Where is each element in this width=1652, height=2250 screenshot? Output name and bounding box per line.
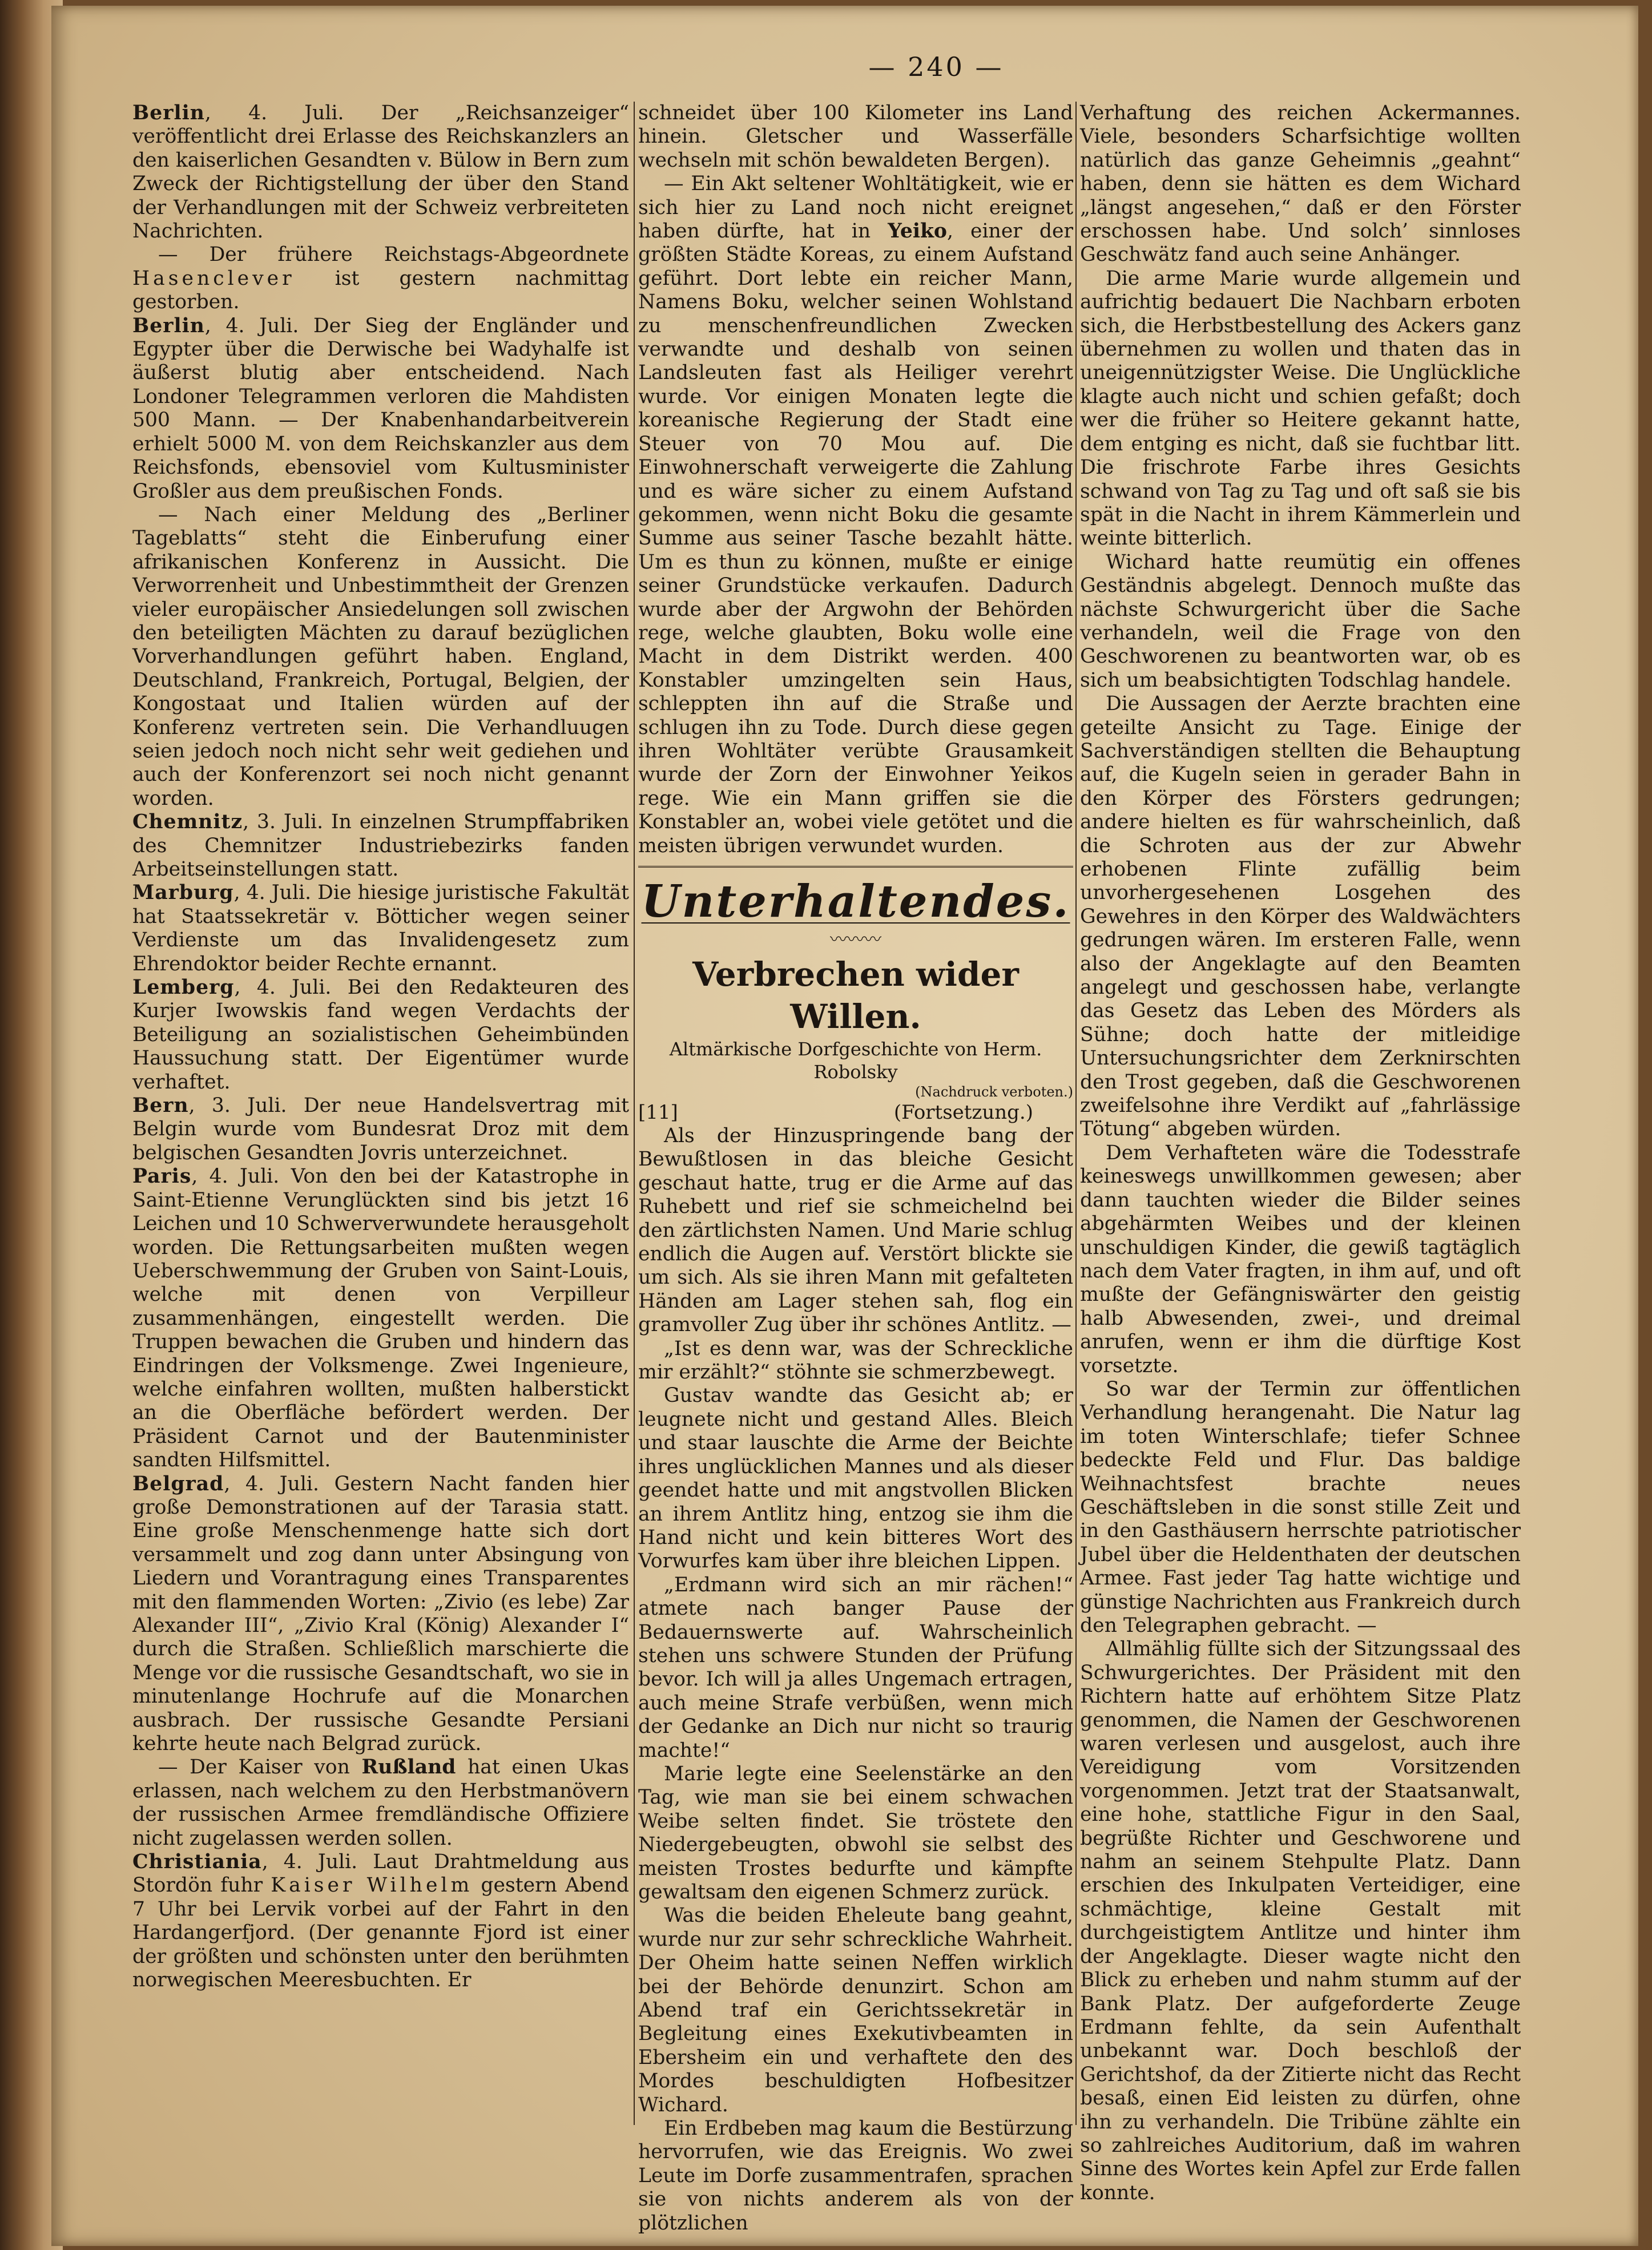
paragraph-text: , 4. Juli. Von den bei der Katastrophe in Saint-Etienne Verunglückten sind bis jetzt 16 Leichen und 10 Schwerverwundete herausgeholt worden. Die Rettungsarbeiten mußten wegen Ueberschwemmung der Gruben von Saint-Louis, welche mit denen von Verpilleur zusammenhängen, eingestellt werden. Die Truppen bewachen die Gruben und hindern das Eindringen der Volksmenge. Zwei Ingenieure, welche einfahren wollten, mußten halberstickt an die Oberfläche befördert werden. Der Präsident Carnot und der Bautenminister sandten Hilfsmittel. [132, 1165, 629, 1472]
paragraph-text: — Ein Akt seltener Wohltätigkeit, wie er sich hier zu Land noch nicht ereignet haben dürfte, hat in [638, 172, 1073, 243]
news-paragraph [638, 102, 1073, 172]
paragraph-text: , 4. Juli. Bei den Redakteuren des Kurjer Iwowskis fand wegen Verdachts der Beteiligung an sozialistischen Geheimbünden Haussuchung statt. Der Eigentümer wurde verhaftet. [132, 976, 629, 1094]
paragraph-text: gestern Abend 7 Uhr bei Lervik vorbei auf der Fahrt in den Hardangerfjord. (Der genannte Fjord ist einer der größten und schönsten unter den berühmten norwegischen Meeresbuchten. Er [132, 1874, 629, 1992]
story-paragraph: Was die beiden Eheleute bang geahnt, wurde nur zur sehr schreckliche Wahrheit. Der Oheim hatte seinen Neffen wirklich bei der Behörde denunzirt. Schon am Abend traf ein Gerichtssekretär in Begleitung eines Exekutivbeamten in Ebersheim ein und verhaftete den des Mordes beschuldigten Hofbesitzer Wichard. [638, 1904, 1073, 2116]
emphasized-name: Kaiser Wilhelm [271, 1874, 473, 1897]
story-title: Verbrechen wider Willen. [692, 955, 1019, 1036]
paragraph-text: — Nach einer Meldung des „Berliner Tageblatts“ steht die Einberufung einer afrikanischen Konferenz in Aussicht. Die Verworrenheit und Unbestimmtheit der Grenzen vieler europäischer Ansiedelungen soll zwischen den beteiligten Mächten zu darauf bezüglichen Vorverhandlungen geführt haben. England, Deutschland, Frankreich, Portugal, Belgien, der Kongostaat und Italien würden auf der Konferenz vertreten sein. Die Verhandluugen seien jedoch noch nicht sehr weit gediehen und auch der Konferenzort sei noch nicht genannt worden. [132, 503, 629, 810]
emphasized-name: Hasenclever [132, 267, 295, 290]
continuation-label: (Fortsetzung.) [893, 1101, 1033, 1124]
dateline-place: Berlin [132, 102, 205, 124]
feuilleton-section [638, 866, 1073, 2235]
news-paragraph [638, 172, 1073, 858]
news-paragraph [1080, 692, 1521, 1142]
paragraph-text: — Der Kaiser von [158, 1756, 362, 1779]
paragraph-text: , 4. Juli. Der „Reichsanzeiger“ veröffentlicht drei Erlasse des Reichskanzlers an den kaiserlichen Gesandten v. Bülow in Bern zum Zweck der Richtigstellung der über den Stand der Verhandlungen mit der Schweiz verbreiteten Nachrichten. [132, 102, 629, 243]
reprint-note: (Nachdruck verboten.) [915, 1084, 1073, 1100]
story-text [638, 1124, 1073, 2235]
news-paragraph [132, 881, 629, 976]
dateline-place: Lemberg [132, 976, 235, 999]
installment-number: [11] [638, 1101, 678, 1124]
paragraph-text: , 3. Juli. In einzelnen Strumpffabriken des Chemnitzer Industriebezirks fanden Arbeitseinstellungen statt. [132, 811, 629, 881]
news-column-middle-items [638, 102, 1073, 858]
emphasized-name: Yeiko [888, 220, 947, 243]
story-paragraph: Ein Erdbeben mag kaum die Bestürzung hervorrufen, wie das Ereignis. Wo zwei Leute im Dorfe zusammentrafen, sprachen sie von nichts anderem als von der plötzlichen [638, 2117, 1073, 2235]
column-rule [634, 102, 635, 2125]
dateline-place: Bern [132, 1094, 189, 1118]
section-title: Unterhaltendes. [641, 876, 1070, 928]
story-subtitle: Altmärkische Dorfgeschichte von Herm. Robolsky [669, 1038, 1042, 1083]
paragraph-text: Die arme Marie wurde allgemein und aufrichtig bedauert Die Nachbarn erboten sich, die Herbstbestellung des Ackers ganz übernehmen zu wollen und thaten das in uneigennützigster Weise. Die Unglückliche klagte auch nicht und schien gefaßt; doch wer die früher so Heitere gekannt hatte, dem entging es nicht, daß sie fuchtbar litt. Die frischrote Farbe ihres Gesichts schwand von Tag zu Tag und oft saß sie bis spät in die Nacht in ihrem Kämmerlein und weinte bitterlich. [1080, 267, 1521, 550]
emphasized-name: Rußland [361, 1756, 456, 1779]
paragraph-text: ist gestern nachmittag gestorben. [132, 267, 629, 314]
news-paragraph [132, 314, 629, 503]
paragraph-text: , 4. Juli. Gestern Nacht fanden hier große Demonstrationen auf der Tarasia statt. Eine große Menschenmenge hatte sich dort versammelt und zog dann unter Absingung von Liedern und Vorantragung eines Transparentes mit den flammenden Worten: „Zivio (es lebe) Zar Alexander III“, „Zivio Kral (König) Alexander I“ durch die Straßen. Schließlich marschierte die Menge vor die russische Gesandtschaft, wo sie in minutenlange Hochrufe auf die Monarchen ausbrach. Der russische Gesandte Persiani kehrte heute nach Belgrad zurück. [132, 1472, 629, 1756]
news-paragraph [132, 1094, 629, 1165]
page-number: — 240 — [868, 51, 1004, 82]
news-paragraph [1080, 551, 1521, 692]
paragraph-text: Allmählig füllte sich der Sitzungssaal des Schwurgerichtes. Der Präsident mit den Richtern hatte auf erhöhtem Sitze Platz genommen, die Namen der Geschworenen waren verlesen und ausgelost, auch ihre Vereidigung vom Vorsitzenden vorgenommen. Jetzt trat der Staatsanwalt, eine hohe, stattliche Figur in den Saal, begrüßte Richter und Geschworene und nahm an seinem Stehpulte Platz. Dann erschien des Inkulpaten Verteidiger, eine schmächtige, kleine Gestalt mit durchgeistigtem Antlitze und hinter ihm der Angeklagte. Dieser wagte nicht den Blick zu erheben und nahm stumm auf der Bank Platz. Der aufgeforderte Zeuge Erdmann fehlte, da sein Aufenthalt unbekannt war. Doch beschloß der Gerichtshof, da der Zitierte nicht das Recht besaß, einen Eid leisten zu dürfen, ohne ihn zu verhandeln. Die Tribüne zählte ein so zahlreiches Auditorium, daß im wahren Sinne des Wortes kein Apfel zur Erde fallen konnte. [1080, 1638, 1521, 2204]
news-paragraph [1080, 267, 1521, 551]
news-paragraph [132, 503, 629, 811]
story-paragraph: Marie legte eine Seelenstärke an den Tag, wie man sie bei einem schwachen Weibe selten findet. Sie tröstete den Niedergebeugten, obwohl sie selbst des meisten Trostes bedurfte und kämpfte gewaltsam den eigenen Schmerz zurück. [638, 1762, 1073, 1904]
story-paragraph: „Ist es denn war, was der Schreckliche mir erzählt?“ stöhnte sie schmerzbewegt. [638, 1337, 1073, 1384]
paragraph-text: , 3. Juli. Der neue Handelsvertrag mit Belgin wurde vom Bundesrat Droz mit dem belgischen Gesandten Jovris unterzeichnet. [132, 1094, 629, 1164]
dateline-place: Paris [132, 1165, 192, 1188]
paragraph-text: , 4. Juli. Laut Drahtmeldung aus Stordön fuhr [132, 1850, 629, 1897]
paragraph-text: Die Aussagen der Aerzte brachten eine geteilte Ansicht zu Tage. Einige der Sachverständigen stellten die Behauptung auf, die Kugeln seien in gerader Bahn in den Körper des Försters gedrungen; andere hielten es für wahrscheinlich, daß die Schroten aus der zur Abwehr erhobenen Flinte zufällig beim unvorhergesehenen Losgehen des Gewehres in den Körper des Waldwächters gedrungen wären. Im ersteren Falle, wenn also der Angeklagte auf den Beamten angelegt und geschossen habe, verlangte das Gesetz das Leben des Mörders als Sühne; doch hatte der mitleidige Untersuchungsrichter dem Zerknirschten den Trost gegeben, daß die Geschworenen zweifelsohne ihre Verdikt auf „fahrlässige Tötung“ abgeben würden. [1080, 692, 1521, 1141]
paragraph-text: So war der Termin zur öffentlichen Verhandlung herangenaht. Die Natur lag im toten Winterschlafe; tiefer Schnee bedeckte Feld und Flur. Das baldige Weihnachtsfest brachte neues Geschäftsleben in die sonst stille Zeit und in den Gasthäusern herrschte patriotischer Jubel über die Heldenthaten der deutschen Armee. Fast jeder Tag hatte wichtige und günstige Nachrichten aus Frankreich durch den Telegraphen gebracht. — [1080, 1377, 1521, 1637]
news-paragraph [132, 1165, 629, 1472]
news-paragraph [132, 1850, 629, 1992]
news-paragraph [132, 102, 629, 243]
story-column-right [1080, 102, 1521, 2205]
paragraph-text: — Der frühere Reichstags-Abgeordnete [158, 243, 629, 267]
column-rule [1075, 102, 1077, 2125]
paragraph-text: , 4. Juli. Der Sieg der Engländer und Egypter über die Derwische bei Wadyhalfe ist äußerst blutig aber entscheidend. Nach Londoner Telegrammen verloren die Mahdisten 500 Mann. — Der Knabenhandarbeitverein erhielt 5000 M. von dem Reichskanzler aus dem Reichsfonds, ebensoviel vom Kultusminister Großler aus dem preußischen Fonds. [132, 314, 629, 503]
news-paragraph [132, 976, 629, 1094]
news-paragraph [132, 1756, 629, 1850]
paragraph-text: Dem Verhafteten wäre die Todesstrafe keineswegs unwillkommen gewesen; aber dann tauchten wieder die Bilder seines abgehärmten Weibes und der kleinen unschuldigen Kinder, die gewiß tagtäglich nach dem Vater fragten, in ihm auf, und oft mußte der Gefängniswärter den geistig halb Abwesenden, zwei-, und dreimal anrufen, wenn er ihm die dürftige Kost vorsetzte. [1080, 1141, 1521, 1377]
story-paragraph: Gustav wandte das Gesicht ab; er leugnete nicht und gestand Alles. Bleich und staar lauschte die Arme der Beichte ihres unglücklichen Mannes und als dieser geendet hatte und mit angstvollen Blicken an ihrem Antlitz hing, entzog sie ihm die Hand nicht und kein bitteres Wort des Vorwurfes kam über ihre bleichen Lippen. [638, 1384, 1073, 1573]
paragraph-text: , 4. Juli. Die hiesige juristische Fakultät hat Staatssekretär v. Bötticher wegen seiner Verdienste um das Invalidengesetz zum Ehrendoktor beider Rechte ernannt. [132, 881, 629, 975]
news-column-left [132, 102, 629, 1993]
paragraph-text: Wichard hatte reumütig ein offenes Geständnis abgelegt. Dennoch mußte das nächste Schwurgericht über die Sache verhandeln, weil die Frage von den Geschworenen zu beantworten war, ob es sich um beabsichtigten Todschlag handele. [1080, 550, 1521, 692]
news-paragraph [1080, 1142, 1521, 1378]
paragraph-text: hat einen Ukas erlassen, nach welchem zu den Herbstmanövern der russischen Armee fremdländische Offiziere nicht zugelassen werden sollen. [132, 1756, 629, 1850]
news-paragraph [1080, 1638, 1521, 2205]
news-paragraph [132, 1473, 629, 1756]
news-paragraph [132, 243, 629, 314]
paragraph-text: schneidet über 100 Kilometer ins Land hinein. Gletscher und Wasserfälle wechseln mit schön bewaldeten Bergen). [638, 102, 1073, 172]
dateline-place: Belgrad [132, 1472, 224, 1495]
ornament-divider: 〰〰〰 [830, 930, 881, 950]
dateline-place: Marburg [132, 881, 234, 905]
installment-line [638, 1100, 1073, 1124]
news-paragraph [1080, 102, 1521, 267]
dateline-place: Chemnitz [132, 811, 243, 834]
news-paragraph [132, 811, 629, 881]
news-column-middle [638, 102, 1073, 2235]
paragraph-text: Verhaftung des reichen Ackermannes. Viele, besonders Scharfsichtige wollten natürlich das ganze Geheimnis „geahnt“ haben, denn sie hätten es dem Wichard „längst angesehen,“ daß er den Förster erschossen habe. Und solch’ sinnloses Geschwätz fand auch seine Anhänger. [1080, 102, 1521, 267]
story-paragraph: Als der Hinzuspringende bang der Bewußtlosen in das bleiche Gesicht geschaut hatte, trug er die Arme auf das Ruhebett und rief sie schmeichelnd bei den zärtlichsten Namen. Und Marie schlug endlich die Augen auf. Verstört blickte sie um sich. Als sie ihren Mann mit gefalteten Händen am Lager stehen sah, flog ein gramvoller Zug über ihr schönes Antlitz. — [638, 1124, 1073, 1337]
story-paragraph: „Erdmann wird sich an mir rächen!“ atmete nach banger Pause der Bedauernswerte auf. Wahrscheinlich stehen uns schwere Stunden der Prüfung bevor. Ich will ja alles Ungemach ertragen, auch meine Strafe verbüßen, wenn mich der Gedanke an Dich nur nicht so traurig machte!“ [638, 1573, 1073, 1762]
dateline-place: Berlin [132, 314, 205, 337]
paragraph-text: , einer der größten Städte Koreas, zu einem Aufstand geführt. Dort lebte ein reicher Mann, Namens Boku, welcher seinen Wohlstand zu menschenfreundlichen Zwecken verwandte und deshalb von seinen Landsleuten fast als Heiliger verehrt wurde. Vor einigen Monaten legte die koreanische Regierung der Stadt eine Steuer von 70 Mou auf. Die Einwohnerschaft verweigerte die Zahlung und es wäre sicher zu einem Aufstand gekommen, wenn nicht Boku die gesamte Summe aus seiner Tasche bezahlt hätte. Um es thun zu können, mußte er einige seiner Grundstücke verkaufen. Dadurch wurde aber der Argwohn der Behörden rege, welche glaubten, Boku wolle eine Macht in dem Distrikt werden. 400 Konstabler umzingelten sein Haus, schleppten ihn auf die Straße und schlugen ihn zu Tode. Durch diese gegen ihren Wohltäter verübte Grausamkeit wurde der Zorn der Einwohner Yeikos rege. Wie ein Mann griffen sie die Konstabler an, wobei viele getötet und die meisten übrigen verwundet wurden. [638, 220, 1073, 857]
news-paragraph [1080, 1378, 1521, 1638]
dateline-place: Christiania [132, 1850, 262, 1874]
